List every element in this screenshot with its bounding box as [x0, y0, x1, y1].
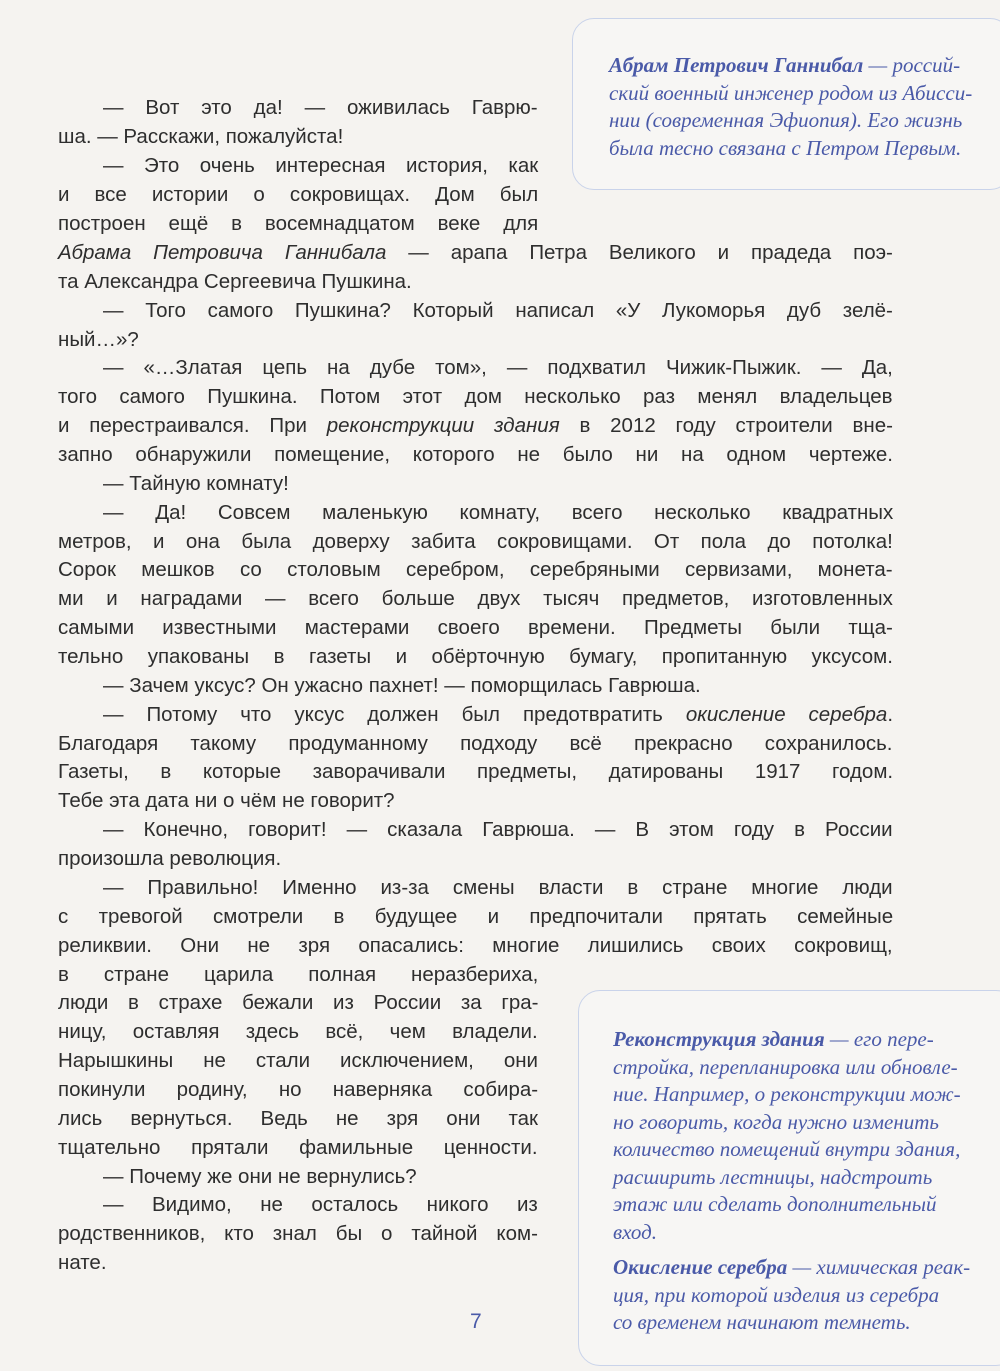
text-line: та Александра Сергеевича Пушкина.: [58, 270, 412, 293]
text-line: покинули родину, но наверняка собира-: [58, 1078, 539, 1101]
glossary-term: Окисление серебра: [613, 1255, 788, 1279]
text-line: в стране царила полная неразбериха,: [58, 963, 539, 986]
italic-term: Абрама Петровича Ганнибала: [58, 241, 387, 264]
text-line: реликвии. Они не зря опасались: многие лишились своих сокровищ,: [58, 934, 893, 957]
text-line: — Видимо, не осталось никого из: [103, 1193, 538, 1216]
text-line: люди в страхе бежали из России за гра-: [58, 991, 539, 1014]
text-line: — Конечно, говорит! — сказала Гаврюша. — В этом году в России: [103, 818, 893, 841]
text-line: — Да! Совсем маленькую комнату, всего несколько квадратных: [103, 501, 894, 524]
text-line: ша. — Расскажи, пожалуйста!: [58, 125, 344, 148]
text-line: — Потому что уксус должен был предотвратить окисление серебра.: [103, 703, 894, 726]
text-line: Нарышкины не стали исключением, они: [58, 1049, 538, 1072]
text-line: и все истории о сокровищах. Дом был: [58, 183, 539, 206]
text-line: метров, и она была доверху забита сокровищами. От пола до потолка!: [58, 530, 893, 553]
glossary-term: Реконструкция здания: [613, 1027, 825, 1051]
italic-term: реконструкции здания: [326, 414, 560, 437]
text-line: — Вот это да! — оживилась Гаврю-: [103, 96, 538, 119]
text-line: Тебе эта дата ни о чём не говорит?: [58, 789, 395, 812]
text-line: — «…Златая цепь на дубе том», — подхватил Чижик-Пыжик. — Да,: [103, 356, 893, 379]
text-line: родственников, кто знал бы о тайной ком-: [58, 1222, 538, 1245]
glossary-term: Абрам Петрович Ганнибал: [609, 53, 864, 77]
page-number: 7: [470, 1310, 482, 1333]
text-line: построен ещё в восемнадцатом веке для: [58, 212, 539, 235]
text-line: запно обнаружили помещение, которого не было ни на одном чертеже.: [58, 443, 894, 466]
text-line: — Тайную комнату!: [103, 472, 289, 495]
text-line: того самого Пушкина. Потом этот дом несколько раз менял владельцев: [58, 385, 893, 408]
text-line: самыми известными мастерами своего времени. Предметы были тща-: [58, 616, 893, 639]
glossary-entry-reconstruction: Реконструкция здания — его пере- стройка, перепланировка или обновле- ние. Например, о реконструкции мож- но говорить, когда нужно изменить количество помещений внутри здания, расширить лестницы, надстроить этаж или сделать дополнительный вход.: [613, 1027, 961, 1244]
text-line: Благодаря такому продуманному подходу всё прекрасно сохранилось.: [58, 732, 893, 755]
text-line: лись вернуться. Ведь не зря они так: [58, 1107, 539, 1130]
text-line: ми и наградами — всего больше двух тысяч предметов, изготовленных: [58, 587, 893, 610]
text-line: — Это очень интересная история, как: [103, 154, 539, 177]
text-line: с тревогой смотрели в будущее и предпочитали прятать семейные: [58, 905, 894, 928]
text-line: — Почему же они не вернулись?: [103, 1165, 417, 1188]
text-line: тельно упакованы в газеты и обёрточную бумагу, пропитанную уксусом.: [58, 645, 893, 668]
text-line: нате.: [58, 1251, 107, 1274]
italic-term: окисление серебра: [685, 703, 888, 726]
text-line: Газеты, в которые заворачивали предметы, датированы 1917 годом.: [58, 760, 894, 783]
text-line: — Зачем уксус? Он ужасно пахнет! — поморщилась Гаврюша.: [103, 674, 701, 697]
glossary-callout-ganibal: [572, 18, 1000, 190]
text-line: ницу, оставляя здесь всё, чем владели.: [58, 1020, 538, 1043]
glossary-callout-bottom: [578, 990, 1000, 1366]
text-line: тщательно прятали фамильные ценности.: [58, 1136, 538, 1159]
text-line: Абрама Петровича Ганнибала — арапа Петра Великого и прадеда поэ-: [58, 241, 893, 264]
glossary-entry-ganibal: Абрам Петрович Ганнибал — россий- ский военный инженер родом из Абисси- нии (современная Эфиопия). Его жизнь была тесно связана с Петром Первым.: [609, 53, 973, 160]
text-line: Сорок мешков со столовым серебром, серебряными сервизами, монета-: [58, 558, 893, 581]
text-line: произошла революция.: [58, 847, 282, 870]
text-line: — Правильно! Именно из-за смены власти в стране многие люди: [103, 876, 893, 899]
text-line: — Того самого Пушкина? Который написал «У Лукоморья дуб зелё-: [103, 299, 893, 322]
glossary-entry-oxidation: Окисление серебра — химическая реак- ция, при которой изделия из серебра со временем начинают темнеть.: [613, 1255, 971, 1334]
text-line: и перестраивался. При реконструкции здания в 2012 году строители вне-: [58, 414, 893, 437]
text-line: ный…»?: [58, 328, 139, 351]
